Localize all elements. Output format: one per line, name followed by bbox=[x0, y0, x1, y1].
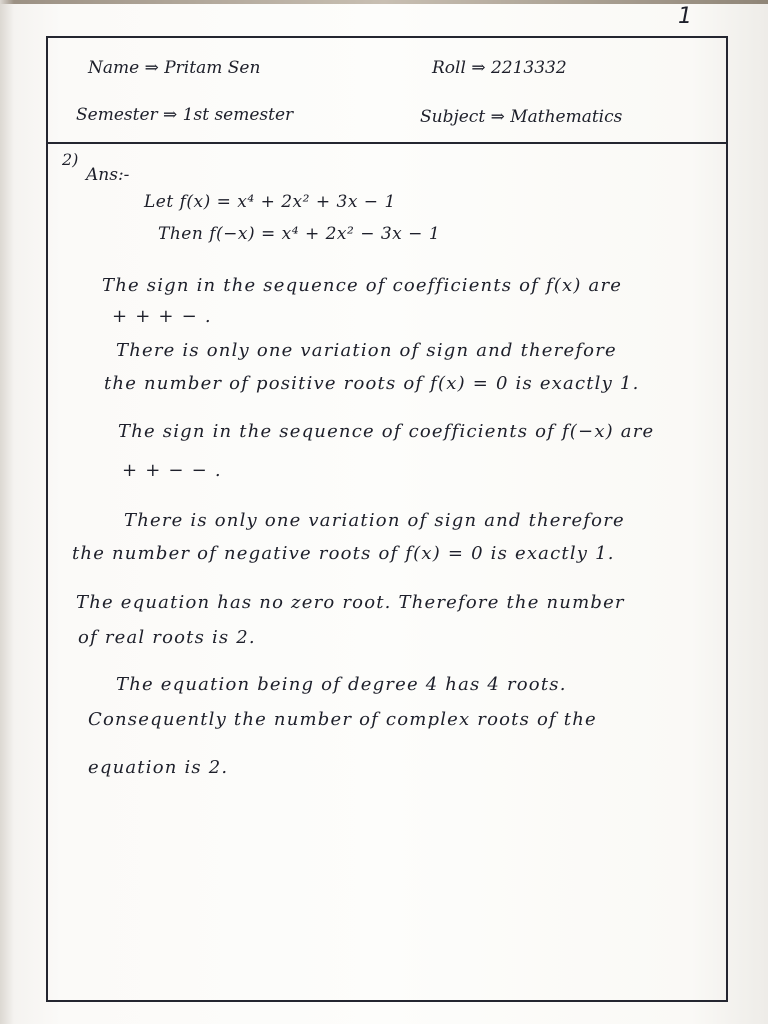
answer-line: equation is 2. bbox=[88, 757, 229, 778]
answer-line: the number of negative roots of f(x) = 0 is exactly 1. bbox=[72, 543, 615, 564]
answer-line: the number of positive roots of f(x) = 0 is exactly 1. bbox=[104, 373, 640, 394]
answer-line: There is only one variation of sign and therefore bbox=[124, 510, 625, 531]
semester: Semester ⇒ 1st semester bbox=[76, 105, 294, 125]
header-divider-line bbox=[46, 142, 728, 144]
page-binding-shadow bbox=[0, 0, 14, 1024]
function-definition: Let f(x) = x⁴ + 2x² + 3x − 1 bbox=[144, 192, 396, 212]
question-number: 2) bbox=[62, 150, 79, 169]
page-top-edge bbox=[0, 0, 768, 4]
answer-line: Consequently the number of complex roots of the bbox=[88, 709, 597, 730]
answer-line: + + − − . bbox=[122, 460, 222, 481]
answer-line: There is only one variation of sign and therefore bbox=[116, 340, 617, 361]
student-name: Name ⇒ Pritam Sen bbox=[88, 58, 261, 78]
subject: Subject ⇒ Mathematics bbox=[420, 107, 623, 127]
answer-label: Ans:- bbox=[86, 165, 130, 185]
answer-line: The sign in the sequence of coefficients of f(−x) are bbox=[118, 421, 655, 442]
answer-line: The equation being of degree 4 has 4 roots. bbox=[116, 674, 567, 695]
answer-line: The sign in the sequence of coefficients of f(x) are bbox=[102, 275, 623, 296]
answer-line: The equation has no zero root. Therefore the number bbox=[76, 592, 625, 613]
roll-number: Roll ⇒ 2213332 bbox=[432, 58, 567, 78]
function-negative-x: Then f(−x) = x⁴ + 2x² − 3x − 1 bbox=[158, 224, 441, 244]
page-number: 1 bbox=[678, 4, 692, 29]
answer-line: of real roots is 2. bbox=[78, 627, 256, 648]
answer-line: + + + − . bbox=[112, 306, 212, 327]
